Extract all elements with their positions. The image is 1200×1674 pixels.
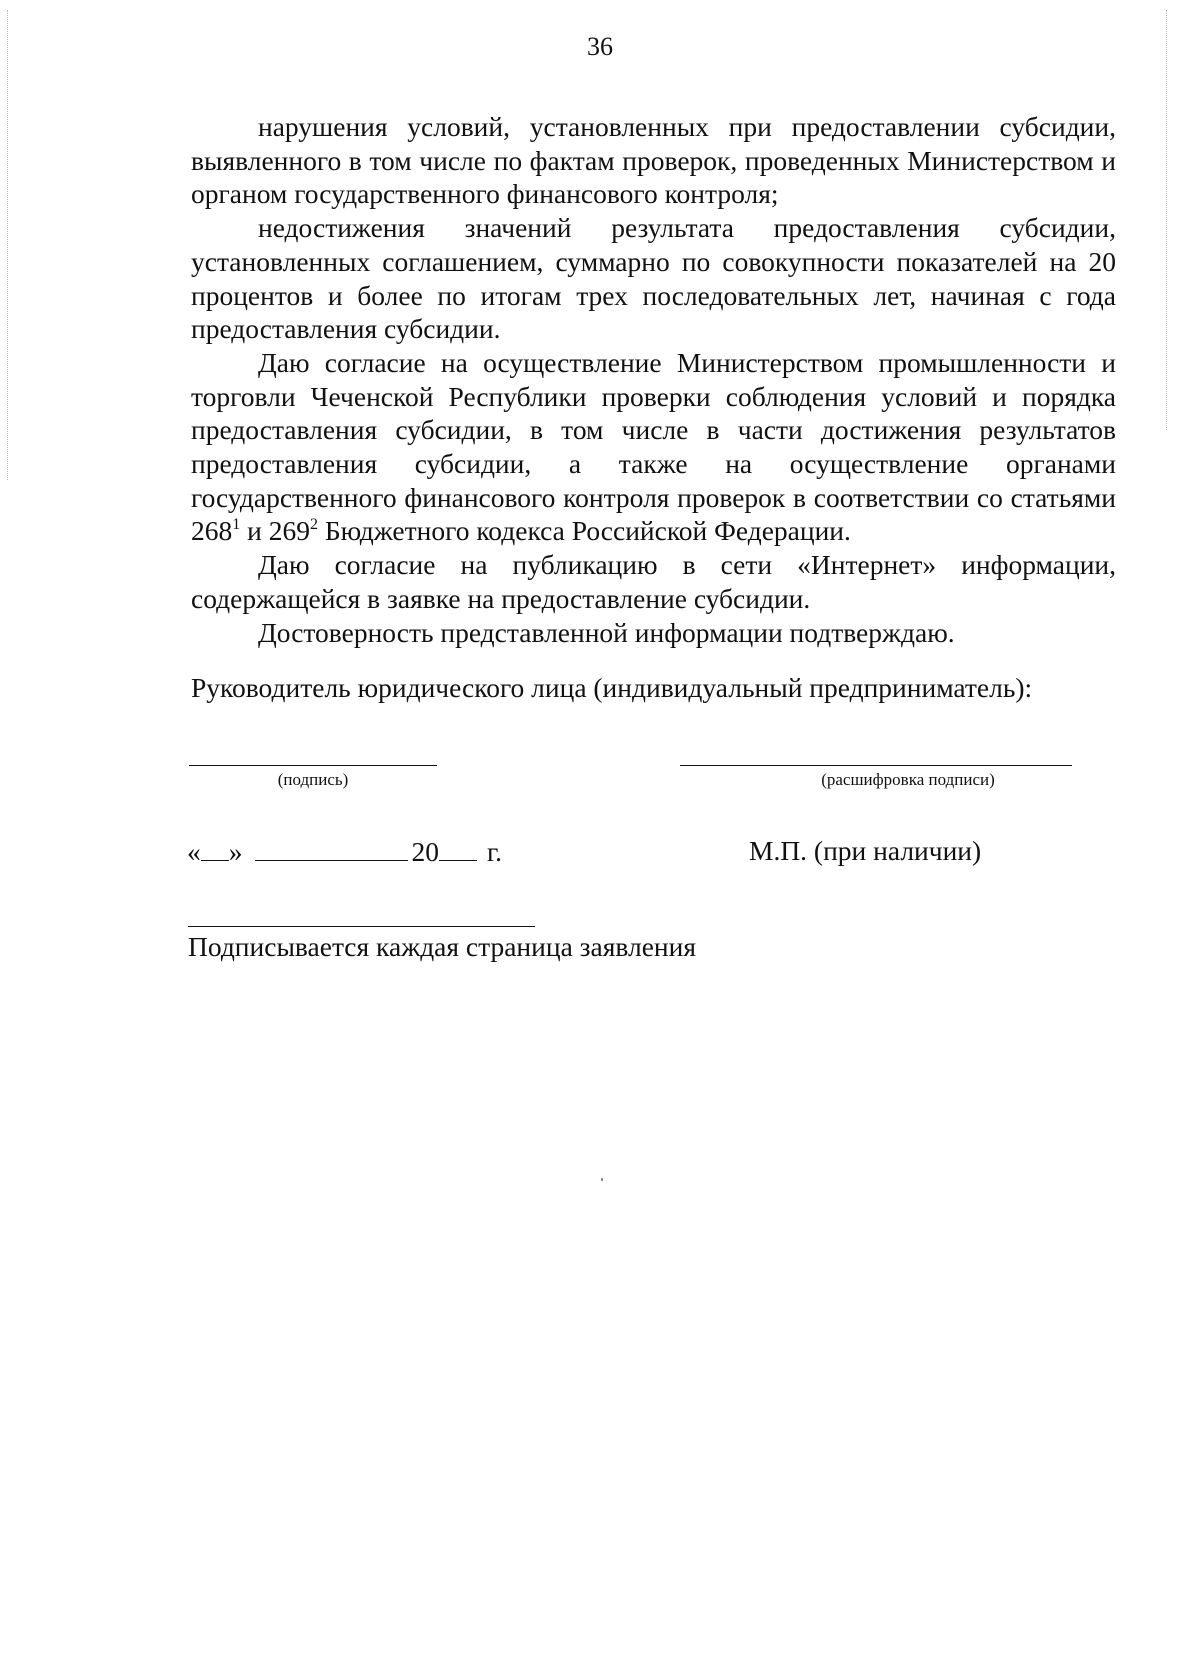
day-open-quote: « bbox=[187, 836, 201, 867]
consent-text-part: и 269 bbox=[240, 515, 310, 547]
consent-text-part: Бюджетного кодекса Российской Федерации. bbox=[317, 515, 851, 547]
year-blank[interactable] bbox=[439, 834, 477, 861]
stamp-place: М.П. (при наличии) bbox=[749, 835, 982, 866]
date-field bbox=[187, 834, 502, 869]
year-suffix: г. bbox=[487, 836, 503, 867]
paragraph-non-achievement: недостижения значений результата предоставления субсидии, установленных соглашением, суммарно по совокупности показателей на 20 процентов и более по итогам трех последовательных лет, начиная с года предоставления субсидии. bbox=[191, 212, 1116, 345]
paragraph-accuracy-confirmation: Достоверность представленной информации подтверждаю. bbox=[258, 616, 955, 648]
head-of-entity-label: Руководитель юридического лица (индивидуальный предприниматель): bbox=[191, 672, 1033, 703]
signature-caption: (подпись) bbox=[277, 770, 349, 789]
paragraph-violation: нарушения условий, установленных при предоставлении субсидии, выявленного в том числе по фактам проверок, проведенных Министерством и органом государственного финансового контроля; bbox=[191, 111, 1116, 210]
consent-text-part: Даю согласие на осуществление Министерством промышленности и торговли Чеченской Республики проверки соблюдения условий и порядка предоставления субсидии, в том числе в части достижения результатов предоставления субсидии, а также на осуществление органами государственного финансового контроля проверок в соответствии со статьями 268 bbox=[191, 346, 1116, 547]
month-blank[interactable] bbox=[255, 834, 408, 861]
signature-decoding-line[interactable] bbox=[680, 765, 1072, 766]
footnote-text: Подписывается каждая страница заявления bbox=[188, 931, 697, 962]
signature-decoding-caption: (расшифровка подписи) bbox=[821, 770, 995, 789]
paragraph-inspection-consent bbox=[191, 346, 1116, 548]
signature-line[interactable] bbox=[189, 765, 437, 766]
day-close-quote: » bbox=[228, 836, 243, 867]
page-number: 36 bbox=[587, 32, 613, 61]
year-prefix: 20 bbox=[411, 836, 439, 867]
article-superscript: 2 bbox=[309, 516, 318, 534]
body-text bbox=[191, 110, 1116, 649]
footnote-separator bbox=[188, 926, 535, 927]
scan-edge-right bbox=[1166, 10, 1168, 430]
day-blank[interactable] bbox=[201, 834, 229, 861]
article-superscript: 1 bbox=[232, 516, 241, 534]
scan-edge-left bbox=[7, 10, 9, 480]
paragraph-publication-consent: Даю согласие на публикацию в сети «Интернет» информации, содержащейся в заявке на предоставление субсидии. bbox=[191, 549, 1116, 614]
scan-speck bbox=[601, 1178, 603, 1181]
